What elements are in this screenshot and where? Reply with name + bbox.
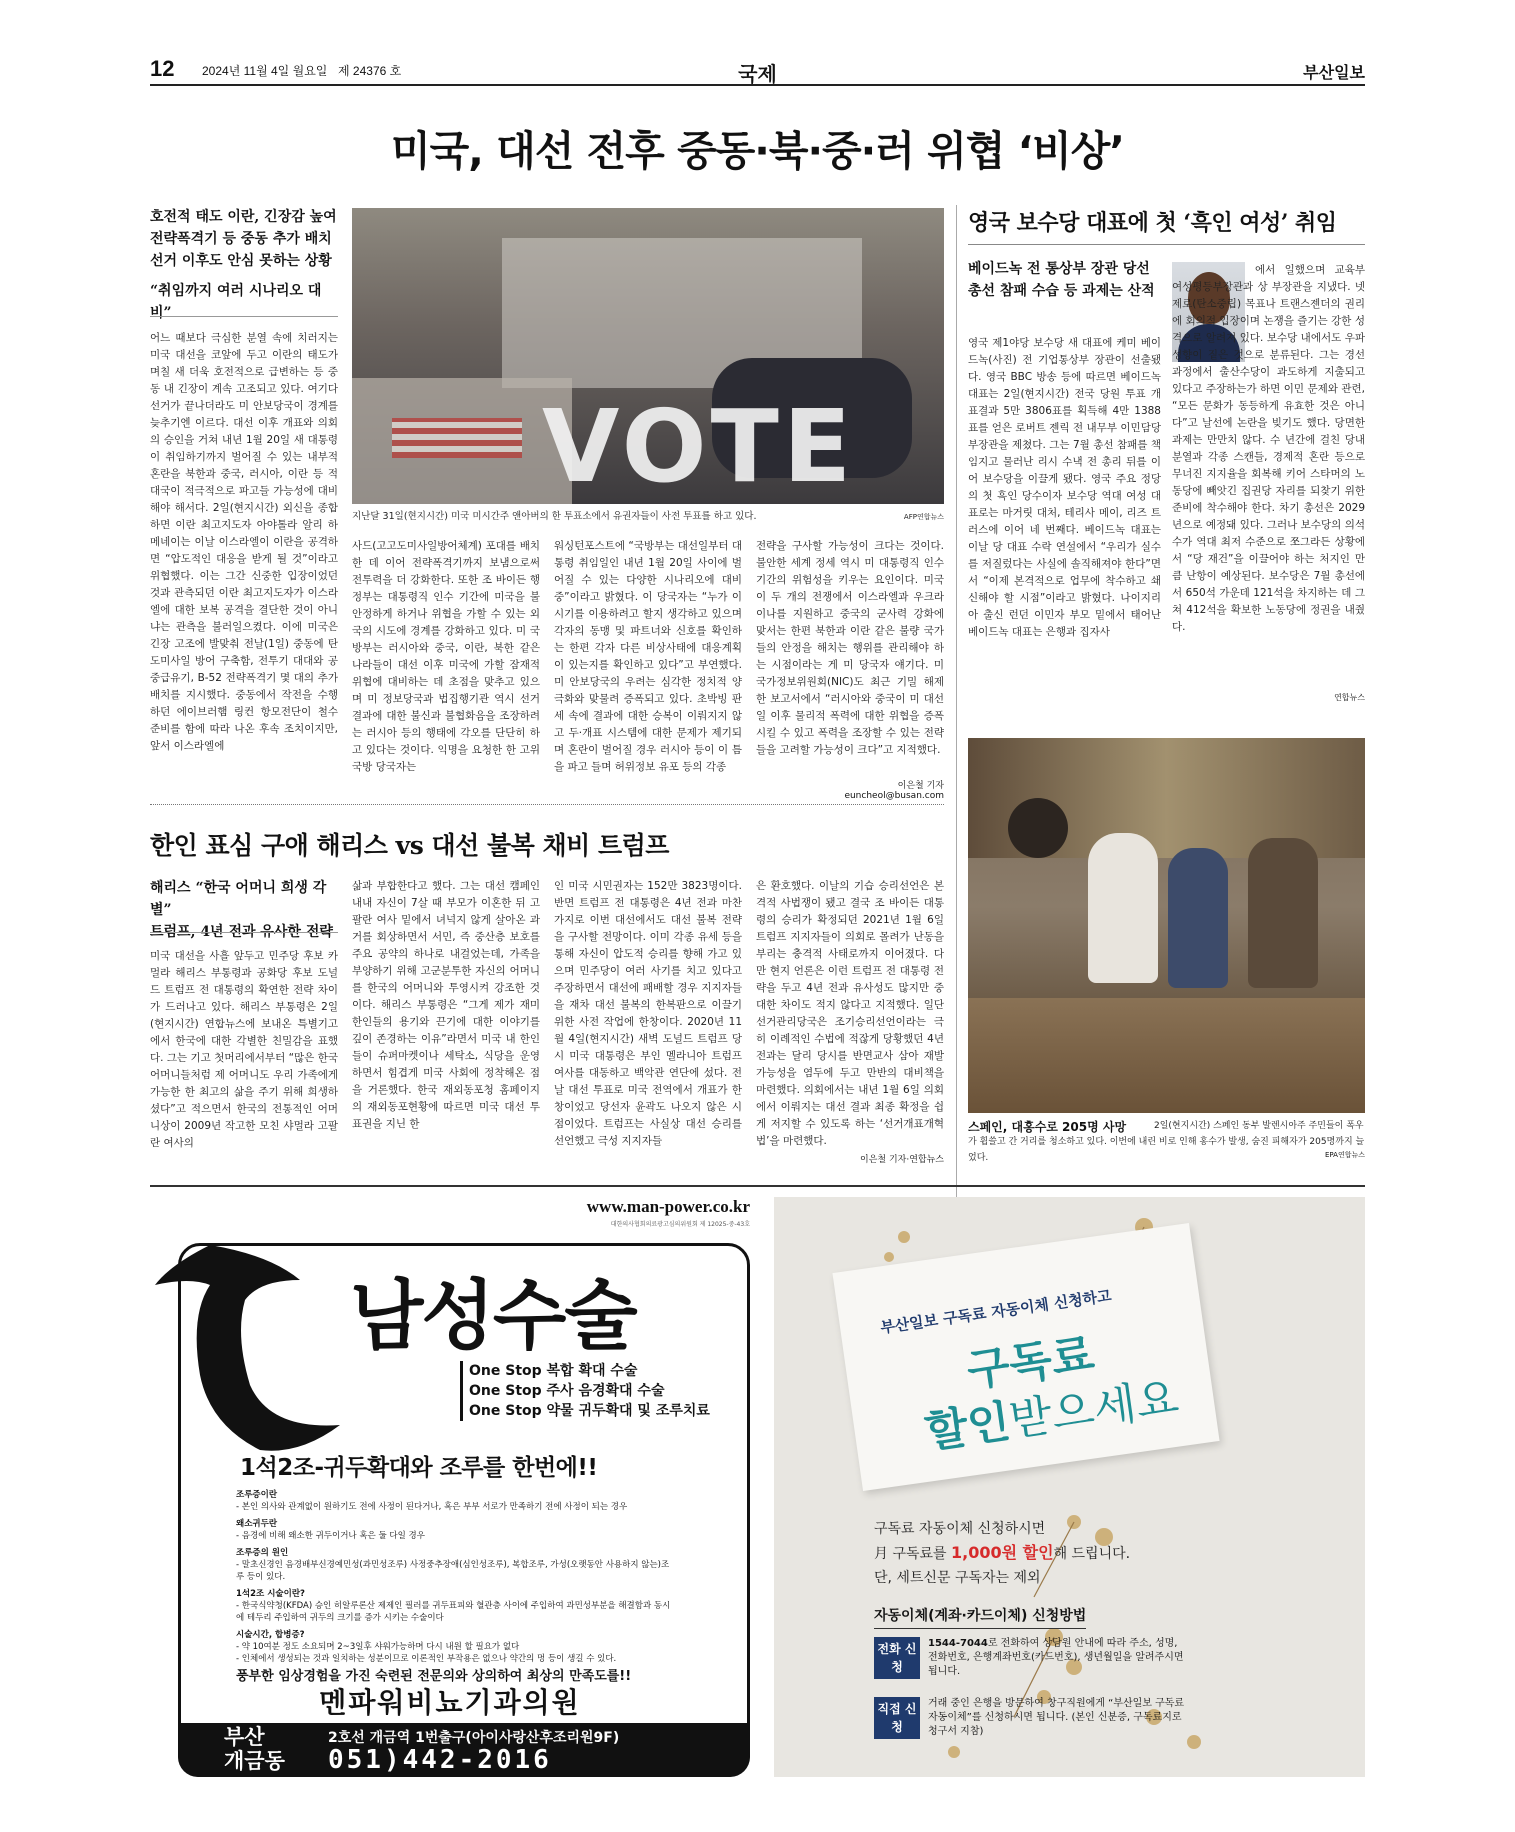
page-number: 12 xyxy=(150,56,175,81)
clinic-fine-print: 대한의사협회의료광고심의위원회 제 12025-중-43호 xyxy=(610,1221,750,1228)
brush-stroke-graphic xyxy=(150,1225,360,1455)
one-stop-item: One Stop 복합 확대 수술 xyxy=(469,1363,638,1379)
story3-column: 미국 대선을 사흘 앞두고 민주당 후보 카멀라 해리스 부통령과 공화당 후보 도널드 트럼프 전 대통령의 확연한 전략 차이가 드러나고 있다. 해리스 부통령은 2일(현지시간) 연합뉴스에 보내온 특별기고에서 한국에 대한 각별한 친밀감을 표했다. 그는 기고 첫머리에서부터 “많은 한국 어머니들처럼 제 어머니도 우리 가족에게 가능한 한 최고의 삶을 주기 위해 희생하셨다”고 적으면서 한국의 전통적인 어머니상이 2009년 작고한 모친 샤멀라 고팔란 여사의 xyxy=(150,950,338,1149)
clinic-name: 멘파워비뇨기과의원 xyxy=(319,1686,581,1719)
info-heading: 조루증이란 xyxy=(236,1490,278,1500)
story3-byline: 이은철 기자·연합뉴스 xyxy=(860,1155,944,1165)
clinic-address: 2호선 개금역 1번출구(아이사랑산후조리원9F) xyxy=(328,1730,620,1746)
story1-column: 어느 때보다 극심한 분열 속에 치러지는 미국 대선을 코앞에 두고 이란의 태도가 며칠 새 더욱 호전적으로 급변하는 등 중동 내 긴장이 계속 고조되고 있다. 여기다 선거가 끝나더라도 미 안보당국이 경계를 늦추기엔 이르다. 대선 이후 개표와 의회의 승인을 거쳐 내년 1월 20일 새 대통령이 취임하기까지 벌어질 수 있는 내부적 혼란을 북한과 중국, 러시아, 이란 등 적대국이 적극적으로 파고들 가능성에 대비해야 해서다. 2일(현지시간) 외신을 종합하면 이란 최고지도자 아야톨라 알리 하메네이는 이날 이스라엘이 이란을 공격하면 “압도적인 대응을 받게 될 것”이라고 위협했다. 이는 그간 신중한 입장이었던 것과 관측되던 이란 최고지도자가 이스라엘에 대한 보복 공격을 결단한 것이 아니냐는 관측을 불러일으켰다. 이에 미국은 긴장 고조에 발맞춰 전날(1일) 중동에 탄도미사일 방어 구축함, 전투기 대대와 공중급유기, B-52 전략폭격기 몇 대의 추가 배치를 지시했다. 중동에서 작전을 수행하던 에이브러햄 링컨 항모전단이 철수 준비를 함에 따라 나온 후속 조치이지만, 앞서 이스라엘에 xyxy=(150,332,338,752)
promo-big-discount: 할인 xyxy=(922,1396,1014,1459)
story2-subhead: 베이드녹 전 통상부 장관 당선 xyxy=(968,261,1150,277)
clinic-phone[interactable]: 051)442-2016 xyxy=(328,1745,552,1775)
story1-column: 사드(고고도미사일방어체계) 포대를 배치한 데 이어 전략폭격기까지 보냄으로써 전투력을 더 강화한다. 또한 조 바이든 행정부는 대통령직 인수 기간에 미국을 불안정하게 하거나 위협을 가할 수 있는 외국의 시도에 경계를 강화하고 있다. 미 국방부는 러시아와 중국, 이란, 북한 같은 나라들이 대선 이후 미국에 가할 잠재적 위협에 대비하는 데 초점을 맞추고 있으며 미 정보당국과 법집행기관 역시 선거 결과에 대한 불신과 불협화음을 조장하려는 러시아 등의 행태에 각오를 단단히 하고 있다는 것이다. 익명을 요청한 한 고위 국방 당국자는 xyxy=(352,540,540,773)
photo-credit: AFP연합뉴스 xyxy=(903,513,944,521)
section-name: 국제 xyxy=(738,62,777,86)
rule xyxy=(968,244,1365,245)
info-text: - 인체에서 생성되는 것과 일치하는 성분이므로 이론적인 부작용은 없으나 약간의 멍 등이 생길 수 있다. xyxy=(236,1654,617,1664)
one-stop-list xyxy=(460,1361,710,1421)
info-text: - 한국식약청(KFDA) 승인 히알루론산 제제인 필러를 귀두표피와 혈관층 사이에 주입하여 과민성부분을 해결함과 동시에 테두리 주입하여 귀두의 크기를 증가 시키는 수술이다 xyxy=(236,1601,671,1623)
story1-subhead: 선거 이후도 안심 못하는 상황 xyxy=(150,253,332,269)
page-header xyxy=(150,56,1365,86)
story2-column: 에서 일했으며 교육부 여성평등부장관과 상 부장관을 지냈다. 넷제로(탄소중립) 목표나 트랜스젠더의 권리에 회의적 입장이며 논쟁을 즐기는 강한 성격으로 알려져 있다. 보수당 내에서도 우파 성향이 짙은 것으로 분류된다. 그는 경선 과정에서 출산수당이 과도하게 지출되고 있다고 주장하는가 하면 이민 문제와 관련, “모든 문화가 동등하게 유효한 것은 아니다”고 날선에 논란을 빚기도 했다. 당면한 과제는 만만치 않다. 수 년간에 걸친 당내 분열과 각종 스캔들, 경제적 혼란 등으로 무너진 지지율을 회복해 키어 스타머의 노동당에 빼앗긴 집권당 자리를 되찾기 위한 준비에 착수해야 한다. 차기 총선은 2029년으로 예정돼 있다. 그러나 보수당의 의석수가 역대 최저 수준으로 쪼그라든 상황에서 “당 재건”을 이끌어야 하는 처지인 만큼 난항이 예상된다. 보수당은 7월 총선에서 650석 가운데 121석을 차지하는 데 그쳐 412석을 확보한 노동당에 정권을 내줬다. xyxy=(1172,264,1365,633)
clinic-url[interactable]: www.man-power.co.kr xyxy=(586,1197,750,1216)
visit-tag: 직접 신청 xyxy=(874,1697,920,1739)
clinic-ad-title: 남성수술 xyxy=(350,1271,636,1360)
promo-info-text: 月 구독료를 xyxy=(874,1546,951,1562)
story1-column: 워싱턴포스트에 “국방부는 대선일부터 대통령 취임일인 내년 1월 20일 사이에 벌어질 수 있는 다양한 시나리오에 대비중”이라고 밝혔다. 이 당국자는 “누가 이 시기를 이용하려고 할지 생각하고 있으며 각자의 동맹 및 파트너와 신호를 확인하는 한편 각자 다른 비상사태에 대응계획이 있는지를 확인하고 있다”고 부연했다. 미 안보당국의 우려는 심각한 정치적 양극화와 맞물려 증폭되고 있다. 초박빙 판세 속에 결과에 대한 승복이 이뤄지지 않고 두·개표 시스템에 대한 문제가 제기되며 혼란이 벌어질 경우 러시아 등이 이 틈을 파고 들며 허위정보 유포 등의 각종 xyxy=(554,540,742,773)
promo-info-line xyxy=(874,1541,1130,1566)
story1-subhead: “취임까지 여러 시나리오 대비” xyxy=(150,283,322,321)
visit-method: 거래 중인 은행을 방문하여 창구직원에게 “부산일보 구독료 자동이체”를 신청하시면 됩니다. (본인 신분증, 구독료지로 청구서 지참) xyxy=(928,1698,1185,1737)
location-district: 개금동 xyxy=(224,1749,285,1773)
story1-subhead: 전략폭격기 등 중동 추가 배치 xyxy=(150,231,332,247)
clinic-footer xyxy=(178,1723,750,1777)
promo-big-rest: 받으세요 xyxy=(1006,1372,1182,1447)
info-heading: 조루증의 원인 xyxy=(236,1548,289,1558)
promo-line: 부산일보 구독료 자동이체 신청하고 xyxy=(879,1286,1113,1337)
main-headline: 미국, 대선 전후 중동·북·중·러 위협 ‘비상’ xyxy=(391,127,1124,175)
story2-subhead: 총선 참패 수습 등 과제는 산적 xyxy=(968,283,1155,299)
info-text: - 약 10여분 정도 소요되며 2~3일후 샤워가능하며 다시 내원 할 필요가 없다 xyxy=(236,1642,520,1652)
phone-method xyxy=(928,1637,1188,1679)
photo-caption: 지난달 31일(현지시간) 미국 미시간주 앤아버의 한 투표소에서 유권자들이 사전 투표를 하고 있다. xyxy=(352,511,757,522)
story-divider xyxy=(150,804,944,805)
story2-credit: 연합뉴스 xyxy=(1334,693,1365,702)
story3-subhead: 트럼프, 4년 전과 유사한 전략 xyxy=(150,924,333,940)
rule xyxy=(150,932,338,933)
one-stop-item: One Stop 약물 귀두확대 및 조루치료 xyxy=(469,1403,710,1419)
story3-subheads xyxy=(150,877,338,943)
info-heading: 시술시간, 합병증? xyxy=(236,1630,305,1640)
issue-date: 2024년 11월 4일 월요일 xyxy=(202,64,328,78)
flood-photo xyxy=(968,738,1365,1113)
ads-separator xyxy=(150,1185,1365,1187)
clinic-info xyxy=(236,1489,676,1665)
vote-photo xyxy=(352,208,944,504)
phone-number[interactable]: 1544-7044 xyxy=(928,1638,988,1649)
phone-method-text: 로 전화하여 상담원 안내에 따라 주소, 성명, 전화번호, 은행계좌번호(카드번호), 생년월일을 알려주시면 됩니다. xyxy=(928,1638,1184,1677)
clinic-location xyxy=(224,1725,285,1773)
story1-subhead: 호전적 태도 이란, 긴장감 높여 xyxy=(150,209,337,225)
promo-info-line: 구독료 자동이체 신청하시면 xyxy=(874,1521,1046,1537)
clinic-slogan: 1석2조-귀두확대와 조루를 한번에!! xyxy=(240,1455,598,1481)
promo-discount: 1,000원 할인 xyxy=(951,1543,1054,1562)
column-divider xyxy=(956,205,957,1200)
story3-subhead: 해리스 “한국 어머니 희생 각별” xyxy=(150,880,327,918)
issue-number: 제 24376 호 xyxy=(338,64,402,78)
promo-info xyxy=(874,1517,1130,1590)
consult-line: 풍부한 임상경험을 가진 숙련된 전문의와 상의하여 최상의 만족도를!! xyxy=(236,1669,632,1684)
vote-sign-text: VOTE xyxy=(542,388,856,504)
story3-column: 삶과 부합한다고 했다. 그는 대선 캠페인 내내 자신이 7살 때 부모가 이혼한 뒤 고팔란 여사 밑에서 녀넉지 않게 살아온 과거를 회상하면서 서민, 즉 중산층 보호를 주요 공약의 하나로 내걸었는데, 가족을 부양하기 위해 고군분투한 자신의 어머니를 한국의 어머니와 투영시켜 강조한 것이다. 해리스 부통령은 “그게 제가 재미 한인들의 용기와 끈기에 대한 이야기를 깊이 존경하는 이유”라면서 미국 내 한인들이 슈퍼마켓이나 세탁소, 식당을 운영하면서 힘겹게 미국 사회에 정착해온 점을 거론했다. 한국 재외동포청 홈페이지의 재외동포현황에 따르면 미국 대선 투표권을 지닌 한 xyxy=(352,880,540,1130)
story2-title: 영국 보수당 대표에 첫 ‘흑인 여성’ 취임 xyxy=(968,210,1337,236)
subscription-ad xyxy=(774,1197,1365,1777)
rule xyxy=(150,316,338,317)
phone-tag: 전화 신청 xyxy=(874,1637,920,1679)
story2-column: 영국 제1야당 보수당 새 대표에 케미 베이드녹(사진) 전 기업통상부 장관이 선출됐다. 영국 BBC 방송 등에 따르면 베이드녹 대표는 2일(현지시간) 전국 당원 투표 개표결과 5만 3806표를 획득해 4만 1388표를 얻은 로버트 젠릭 전 내무부 이민담당 부장관을 제쳤다. 그는 7월 총선 참패를 책임지고 물러난 리시 수낵 전 총리 뒤를 이어 보수당을 이끌게 됐다. 영국 주요 정당의 첫 흑인 당수이자 보수당 역대 여성 대표로는 마거릿 대처, 테리사 메이, 리즈 트러스에 이어 네 번째다. 베이드녹 대표는 이날 당 대표 수락 연설에서 “우리가 실수를 저질렀다는 사실에 솔직해져야 한다”면서 “이제 본격적으로 업무에 착수하고 쇄신해야 할 시점”이라고 밝혔다. 나이지리아 출신 런던 이민자 부모 밑에서 태어난 베이드녹 대표는 은행과 집자사 xyxy=(968,337,1161,638)
info-text: - 음경에 비해 왜소한 귀두이거나 혹은 둘 다일 경우 xyxy=(236,1531,425,1541)
method-title: 자동이체(계좌·카드이체) 신청방법 xyxy=(874,1605,1086,1629)
promo-info-text: 해 드립니다. xyxy=(1053,1546,1131,1562)
story1-subheads xyxy=(150,206,338,324)
info-heading: 왜소귀두란 xyxy=(236,1519,278,1529)
paper-name: 부산일보 xyxy=(1303,63,1365,82)
info-text: - 말초신경인 음경배부신경예민성(과민성조루) 사정중추장애(심인성조루), 복합조루, 가성(오랫동안 사용하지 않는)조루 등이 있다. xyxy=(236,1560,670,1582)
story1-column: 전략을 구사할 가능성이 크다는 것이다. 불안한 세계 정세 역시 미 대통령직 인수 기간의 위험성을 키우는 요인이다. 미국이 두 개의 전쟁에서 이스라엘과 우크라이나를 지원하고 중국의 군사력 강화에 맞서는 한편 북한과 이란 같은 불량 국가들의 안정을 해치는 행위를 관리해야 하는 시점이라는 게 미 당국자 얘기다. 미 국가정보위원회(NIC)도 최근 기밀 해제한 보고서에서 “러시아와 중국이 미 대선일 이후 물리적 폭력에 대한 위협을 증폭시킬 수 있고 폭력을 조장할 수 있는 전략들을 고려할 가능성이 크다”고 지적했다. xyxy=(756,540,944,756)
story1-byline: 이은철 기자 euncheol@busan.com xyxy=(844,781,944,801)
flood-title: 스페인, 대홍수로 205명 사망 xyxy=(968,1120,1127,1134)
story3-column: 은 환호했다. 이날의 기습 승리선언은 본격적 사법쟁이 됐고 결국 조 바이든 대통령의 승리가 확정되던 2021년 1월 6일 트럼프 지지자들이 의회로 몰려가 난동을 부리는 충격적 사태로까지 이어졌다. 다만 현지 언론은 이런 트럼프 전 대통령 전략을 두고 4년 전과 유사성도 많지만 중대한 차이도 적지 않다고 지적했다. 일단 선거관리당국은 조기승리선언이라는 극히 이례적인 수법에 적잖게 당황했던 4년 전과는 달리 당시를 반면교사 삼아 재발 가능성을 염두에 두고 만반의 대비책을 마련했다. 의회에서는 내년 1월 6일 의회에서 이뤄지는 대선 결과 최종 확정을 쉽게 저지할 수 있도록 하는 ‘선거개표개혁법’을 마련했다. xyxy=(756,880,944,1147)
story3-title: 한인 표심 구애 해리스 vs 대선 불복 채비 트럼프 xyxy=(150,831,669,860)
promo-info-line: 단, 세트신문 구독자는 제외 xyxy=(874,1570,1041,1586)
location-city: 부산 xyxy=(224,1725,265,1749)
info-text: - 본인 의사와 관계없이 원하기도 전에 사정이 된다거나, 혹은 부부 서로가 만족하기 전에 사정이 되는 경우 xyxy=(236,1502,628,1512)
info-heading: 1석2조 시술이란? xyxy=(236,1589,305,1599)
story2-subheads xyxy=(968,258,1168,302)
flood-caption: 2일(현지시간) 스페인 동부 발렌시아주 주민들이 폭우가 휩쓸고 간 거리를 청소하고 있다. 이번에 내린 비로 인해 홍수가 발생, 숨진 피해자가 205명까지 늘었다. xyxy=(968,1121,1365,1163)
promo-big-1: 구독료 xyxy=(963,1328,1098,1398)
story3-column: 인 미국 시민권자는 152만 3823명이다. 반면 트럼프 전 대통령은 4년 전과 마찬가지로 이번 대선에서도 대선 불복 전략을 구사할 전망이다. 이미 각종 유세 등을 통해 자신이 압도적 승리를 향해 가고 있으며 민주당이 여러 사기를 치고 있다고 주장하면서 대선에 패배할 경우 지지자들을 재차 대선 불복의 한복판으로 이끌기 위한 사전 작업에 한창이다. 2020년 11월 4일(현지시간) 새벽 도널드 트럼프 당시 미국 대통령은 부인 멜라니아 트럼프 여사를 대동하고 백악관 연단에 섰다. 전날 대선 투표로 미국 전역에서 개표가 한창이었고 당선자 윤곽도 나오지 않은 시점이었다. 트럼프는 사실상 대선 승리를 선언했고 극성 지지자들 xyxy=(554,880,742,1147)
flood-credit: EPA연합뉴스 xyxy=(1324,1151,1365,1159)
clinic-ad xyxy=(150,1197,750,1777)
one-stop-item: One Stop 주사 음경확대 수술 xyxy=(469,1383,665,1399)
